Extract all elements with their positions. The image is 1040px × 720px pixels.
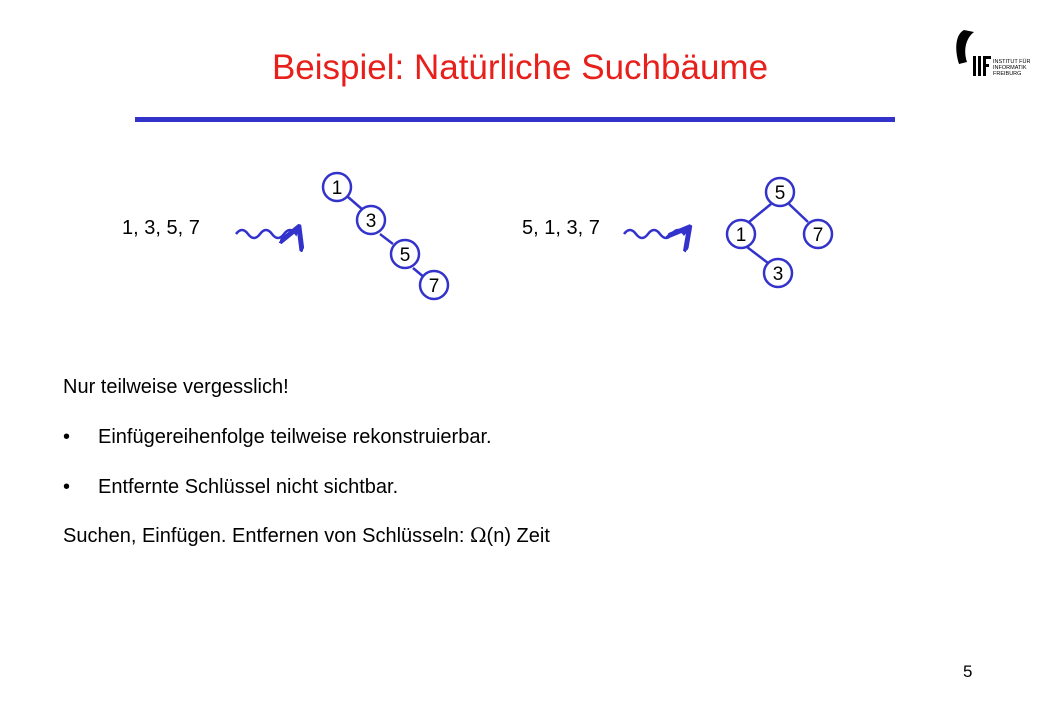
left-tree-node-label: 7 [428,276,440,297]
left-insertion-sequence: 1, 3, 5, 7 [122,217,200,239]
logo-text-2: INFORMATIK [993,65,1027,71]
logo-text-3: FREIBURG [993,71,1022,77]
right-squiggle-arrow [624,229,688,238]
bullet-item: Einfügereihenfolge teilweise rekonstruierbar. [98,426,492,448]
complexity-prefix: Suchen, Einfügen. Entfernen von Schlüsseln: [63,525,470,547]
right-tree-node-label: 5 [774,183,786,204]
bullet-marker: • [63,476,71,498]
left-tree-node-label: 3 [365,211,377,232]
right-tree-node-label: 7 [812,225,824,246]
right-tree-edge [747,247,768,263]
right-tree-node-label: 1 [735,225,747,246]
left-tree-edge [348,197,363,210]
right-tree-edge [749,204,771,222]
right-insertion-sequence: 5, 1, 3, 7 [522,217,600,239]
bullet-marker: • [63,426,71,448]
left-tree-node-label: 1 [331,178,343,199]
complexity-line [63,523,550,548]
left-tree-edge [380,234,393,244]
intro-line: Nur teilweise vergesslich! [63,376,289,398]
left-squiggle-arrow [236,229,298,238]
omega-symbol: Ω [469,523,487,547]
slide-title: Beispiel: Natürliche Suchbäume [271,48,769,87]
right-tree-edge [789,204,808,222]
right-tree-node-label: 3 [772,264,784,285]
left-tree-node-label: 5 [399,245,411,266]
page-number: 5 [963,662,973,681]
bullet-item: Entfernte Schlüssel nicht sichtbar. [98,476,399,498]
logo-text-1: INSTITUT FÜR [993,59,1031,65]
complexity-suffix: (n) Zeit [486,525,550,547]
